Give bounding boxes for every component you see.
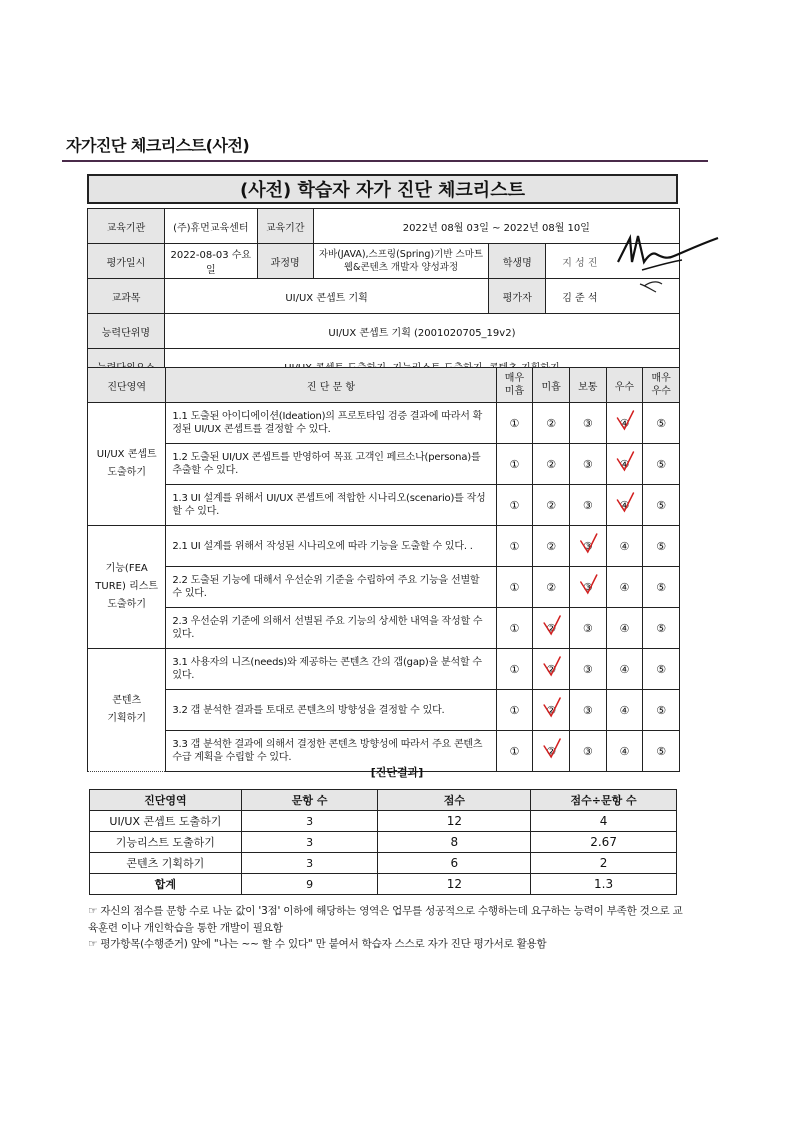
- results-cell-rt2: 2.67: [531, 832, 677, 853]
- student-signature: [612, 232, 722, 280]
- question-text: 2.3 우선순위 기준에 의해서 선별된 주요 기능의 상세한 내역을 작성할 수 있다.: [166, 608, 496, 649]
- note-2: ☞ 평가항목(수행준거) 앞에 "나는 ~~ 할 수 있다" 만 붙여서 학습자 스스로 자가 진단 평가서로 활용함: [88, 938, 547, 950]
- course-value: 자바(JAVA),스프링(Spring)기반 스마트웹&콘텐츠 개발자 양성과정: [313, 244, 489, 279]
- rating-option-2[interactable]: ②: [533, 444, 570, 485]
- rating-option-3[interactable]: ③: [569, 649, 606, 690]
- results-cell-count: 3: [241, 811, 378, 832]
- rating-option-2[interactable]: ②: [533, 608, 570, 649]
- results-cell-rt2: 1.3: [531, 874, 677, 895]
- section-title: 자가진단 체크리스트(사전): [66, 136, 250, 155]
- question-row: [88, 690, 680, 731]
- evaluator-value: 김 준 석: [546, 279, 680, 314]
- rating-option-4[interactable]: ④: [606, 526, 643, 567]
- rating-option-2[interactable]: ②: [533, 690, 570, 731]
- option-header-5: 매우 우수: [643, 368, 680, 403]
- rating-option-3[interactable]: ③: [569, 608, 606, 649]
- student-label: 학생명: [489, 244, 546, 279]
- results-header-count: 문항 수: [241, 790, 378, 811]
- results-cell-area: 합계: [90, 874, 242, 895]
- question-row: [88, 567, 680, 608]
- rating-option-5[interactable]: ⑤: [643, 567, 680, 608]
- question-row: [88, 444, 680, 485]
- results-caption: [진단결과]: [370, 766, 424, 779]
- question-row: [88, 608, 680, 649]
- results-row: [90, 874, 677, 895]
- rating-option-4[interactable]: ④: [606, 485, 643, 526]
- subject-label: 교과목: [88, 279, 165, 314]
- rating-option-1[interactable]: ①: [496, 608, 533, 649]
- rating-option-3[interactable]: ③: [569, 567, 606, 608]
- unit-value: UI/UX 콘셉트 기획 (2001020705_19v2): [164, 314, 679, 349]
- results-cell-sc: 6: [378, 853, 531, 874]
- rating-option-3[interactable]: ③: [569, 690, 606, 731]
- results-cell-sc: 8: [378, 832, 531, 853]
- title-divider: [62, 160, 708, 162]
- rating-option-5[interactable]: ⑤: [643, 608, 680, 649]
- period-label: 교육기간: [257, 209, 313, 244]
- results-cell-sc: 12: [378, 811, 531, 832]
- question-row: [88, 526, 680, 567]
- subject-value: UI/UX 콘셉트 기획: [164, 279, 488, 314]
- student-value: 지 성 진: [546, 244, 680, 279]
- question-body: [88, 403, 680, 772]
- rating-option-1[interactable]: ①: [496, 485, 533, 526]
- results-header-ratio: 점수÷문항 수: [531, 790, 677, 811]
- question-text: 1.1 도출된 아이디에이션(Ideation)의 프로토타입 검증 결과에 따라서 확정된 UI/UX 콘셉트를 결정할 수 있다.: [166, 403, 496, 444]
- results-cell-count: 3: [241, 832, 378, 853]
- unit-label: 능력단위명: [88, 314, 165, 349]
- question-text: 3.1 사용자의 니즈(needs)와 제공하는 콘텐츠 간의 갭(gap)을 분석할 수 있다.: [166, 649, 496, 690]
- area-name: 기능(FEA TURE) 리스트 도출하기: [88, 526, 166, 649]
- rating-option-2[interactable]: ②: [533, 403, 570, 444]
- rating-option-4[interactable]: ④: [606, 690, 643, 731]
- area-name: UI/UX 콘셉트 도출하기: [88, 403, 166, 526]
- rating-option-3[interactable]: ③: [569, 731, 606, 772]
- results-table: [89, 789, 677, 895]
- results-body: [90, 811, 677, 895]
- institution-value: (주)휴먼교육센터: [164, 209, 257, 244]
- institution-label: 교육기관: [88, 209, 165, 244]
- results-cell-count: 3: [241, 853, 378, 874]
- rating-option-5[interactable]: ⑤: [643, 731, 680, 772]
- results-row: [90, 811, 677, 832]
- item-header: 진 단 문 항: [166, 368, 496, 403]
- rating-option-4[interactable]: ④: [606, 649, 643, 690]
- rating-option-2[interactable]: ②: [533, 485, 570, 526]
- question-text: 3.2 갭 분석한 결과를 토대로 콘텐츠의 방향성을 결정할 수 있다.: [166, 690, 496, 731]
- option-header-2: 미흡: [533, 368, 570, 403]
- results-cell-rt2: 4: [531, 811, 677, 832]
- question-row: [88, 485, 680, 526]
- results-row: [90, 832, 677, 853]
- option-header-4: 우수: [606, 368, 643, 403]
- rating-option-1[interactable]: ①: [496, 649, 533, 690]
- rating-option-4[interactable]: ④: [606, 444, 643, 485]
- rating-option-1[interactable]: ①: [496, 403, 533, 444]
- rating-option-1[interactable]: ①: [496, 567, 533, 608]
- rating-option-5[interactable]: ⑤: [643, 444, 680, 485]
- question-table: [87, 367, 680, 772]
- rating-option-1[interactable]: ①: [496, 444, 533, 485]
- question-text: 2.1 UI 설계를 위해서 작성된 시나리오에 따라 기능을 도출할 수 있다. .: [166, 526, 496, 567]
- results-cell-area: UI/UX 콘셉트 도출하기: [90, 811, 242, 832]
- note-1: ☞ 자신의 점수를 문항 수로 나눈 값이 '3점' 이하에 해당하는 영역은 업무를 성공적으로 수행하는데 요구하는 능력이 부족한 것으로 교육훈련 이나 개인학습을 통한 개발이 필요함: [88, 905, 683, 934]
- results-header-area: 진단영역: [90, 790, 242, 811]
- question-row: [88, 403, 680, 444]
- rating-option-4[interactable]: ④: [606, 731, 643, 772]
- rating-option-4[interactable]: ④: [606, 567, 643, 608]
- rating-option-5[interactable]: ⑤: [643, 403, 680, 444]
- results-row: [90, 853, 677, 874]
- rating-option-4[interactable]: ④: [606, 608, 643, 649]
- question-text: 1.3 UI 설계를 위해서 UI/UX 콘셉트에 적합한 시나리오(scenario)를 작성할 수 있다.: [166, 485, 496, 526]
- option-header-1: 매우 미흡: [496, 368, 533, 403]
- rating-option-2[interactable]: ②: [533, 649, 570, 690]
- rating-option-3[interactable]: ③: [569, 526, 606, 567]
- rating-option-2[interactable]: ②: [533, 731, 570, 772]
- question-row: [88, 649, 680, 690]
- eval-date-label: 평가일시: [88, 244, 165, 279]
- results-cell-count: 9: [241, 874, 378, 895]
- option-header-3: 보통: [569, 368, 606, 403]
- rating-option-5[interactable]: ⑤: [643, 485, 680, 526]
- rating-option-1[interactable]: ①: [496, 731, 533, 772]
- rating-option-2[interactable]: ②: [533, 567, 570, 608]
- eval-date-value: 2022-08-03 수요일: [164, 244, 257, 279]
- rating-option-1[interactable]: ①: [496, 690, 533, 731]
- rating-option-4[interactable]: ④: [606, 403, 643, 444]
- rating-option-1[interactable]: ①: [496, 526, 533, 567]
- rating-option-5[interactable]: ⑤: [643, 649, 680, 690]
- rating-option-3[interactable]: ③: [569, 403, 606, 444]
- period-value: 2022년 08월 03일 ~ 2022년 08월 10일: [313, 209, 679, 244]
- results-cell-rt2: 2: [531, 853, 677, 874]
- evaluator-label: 평가자: [489, 279, 546, 314]
- results-cell-sc: 12: [378, 874, 531, 895]
- results-cell-area: 콘텐츠 기획하기: [90, 853, 242, 874]
- rating-option-5[interactable]: ⑤: [643, 526, 680, 567]
- results-header-score: 점수: [378, 790, 531, 811]
- rating-option-5[interactable]: ⑤: [643, 690, 680, 731]
- question-text: 3.3 갭 분석한 결과에 의해서 결정한 콘텐츠 방향성에 따라서 주요 콘텐츠 수급 계획을 수립할 수 있다.: [166, 731, 496, 772]
- results-cell-area: 기능리스트 도출하기: [90, 832, 242, 853]
- course-label: 과정명: [257, 244, 313, 279]
- area-header: 진단영역: [88, 368, 166, 403]
- rating-option-3[interactable]: ③: [569, 485, 606, 526]
- rating-option-2[interactable]: ②: [533, 526, 570, 567]
- question-text: 2.2 도출된 기능에 대해서 우선순위 기준을 수립하여 주요 기능을 선별할 수 있다.: [166, 567, 496, 608]
- info-table: [87, 208, 680, 384]
- main-title: (사전) 학습자 자가 진단 체크리스트: [87, 174, 678, 204]
- rating-option-3[interactable]: ③: [569, 444, 606, 485]
- question-text: 1.2 도출된 UI/UX 콘셉트를 반영하여 목표 고객인 페르소나(persona)를 추출할 수 있다.: [166, 444, 496, 485]
- area-name: 콘텐츠 기획하기: [88, 649, 166, 772]
